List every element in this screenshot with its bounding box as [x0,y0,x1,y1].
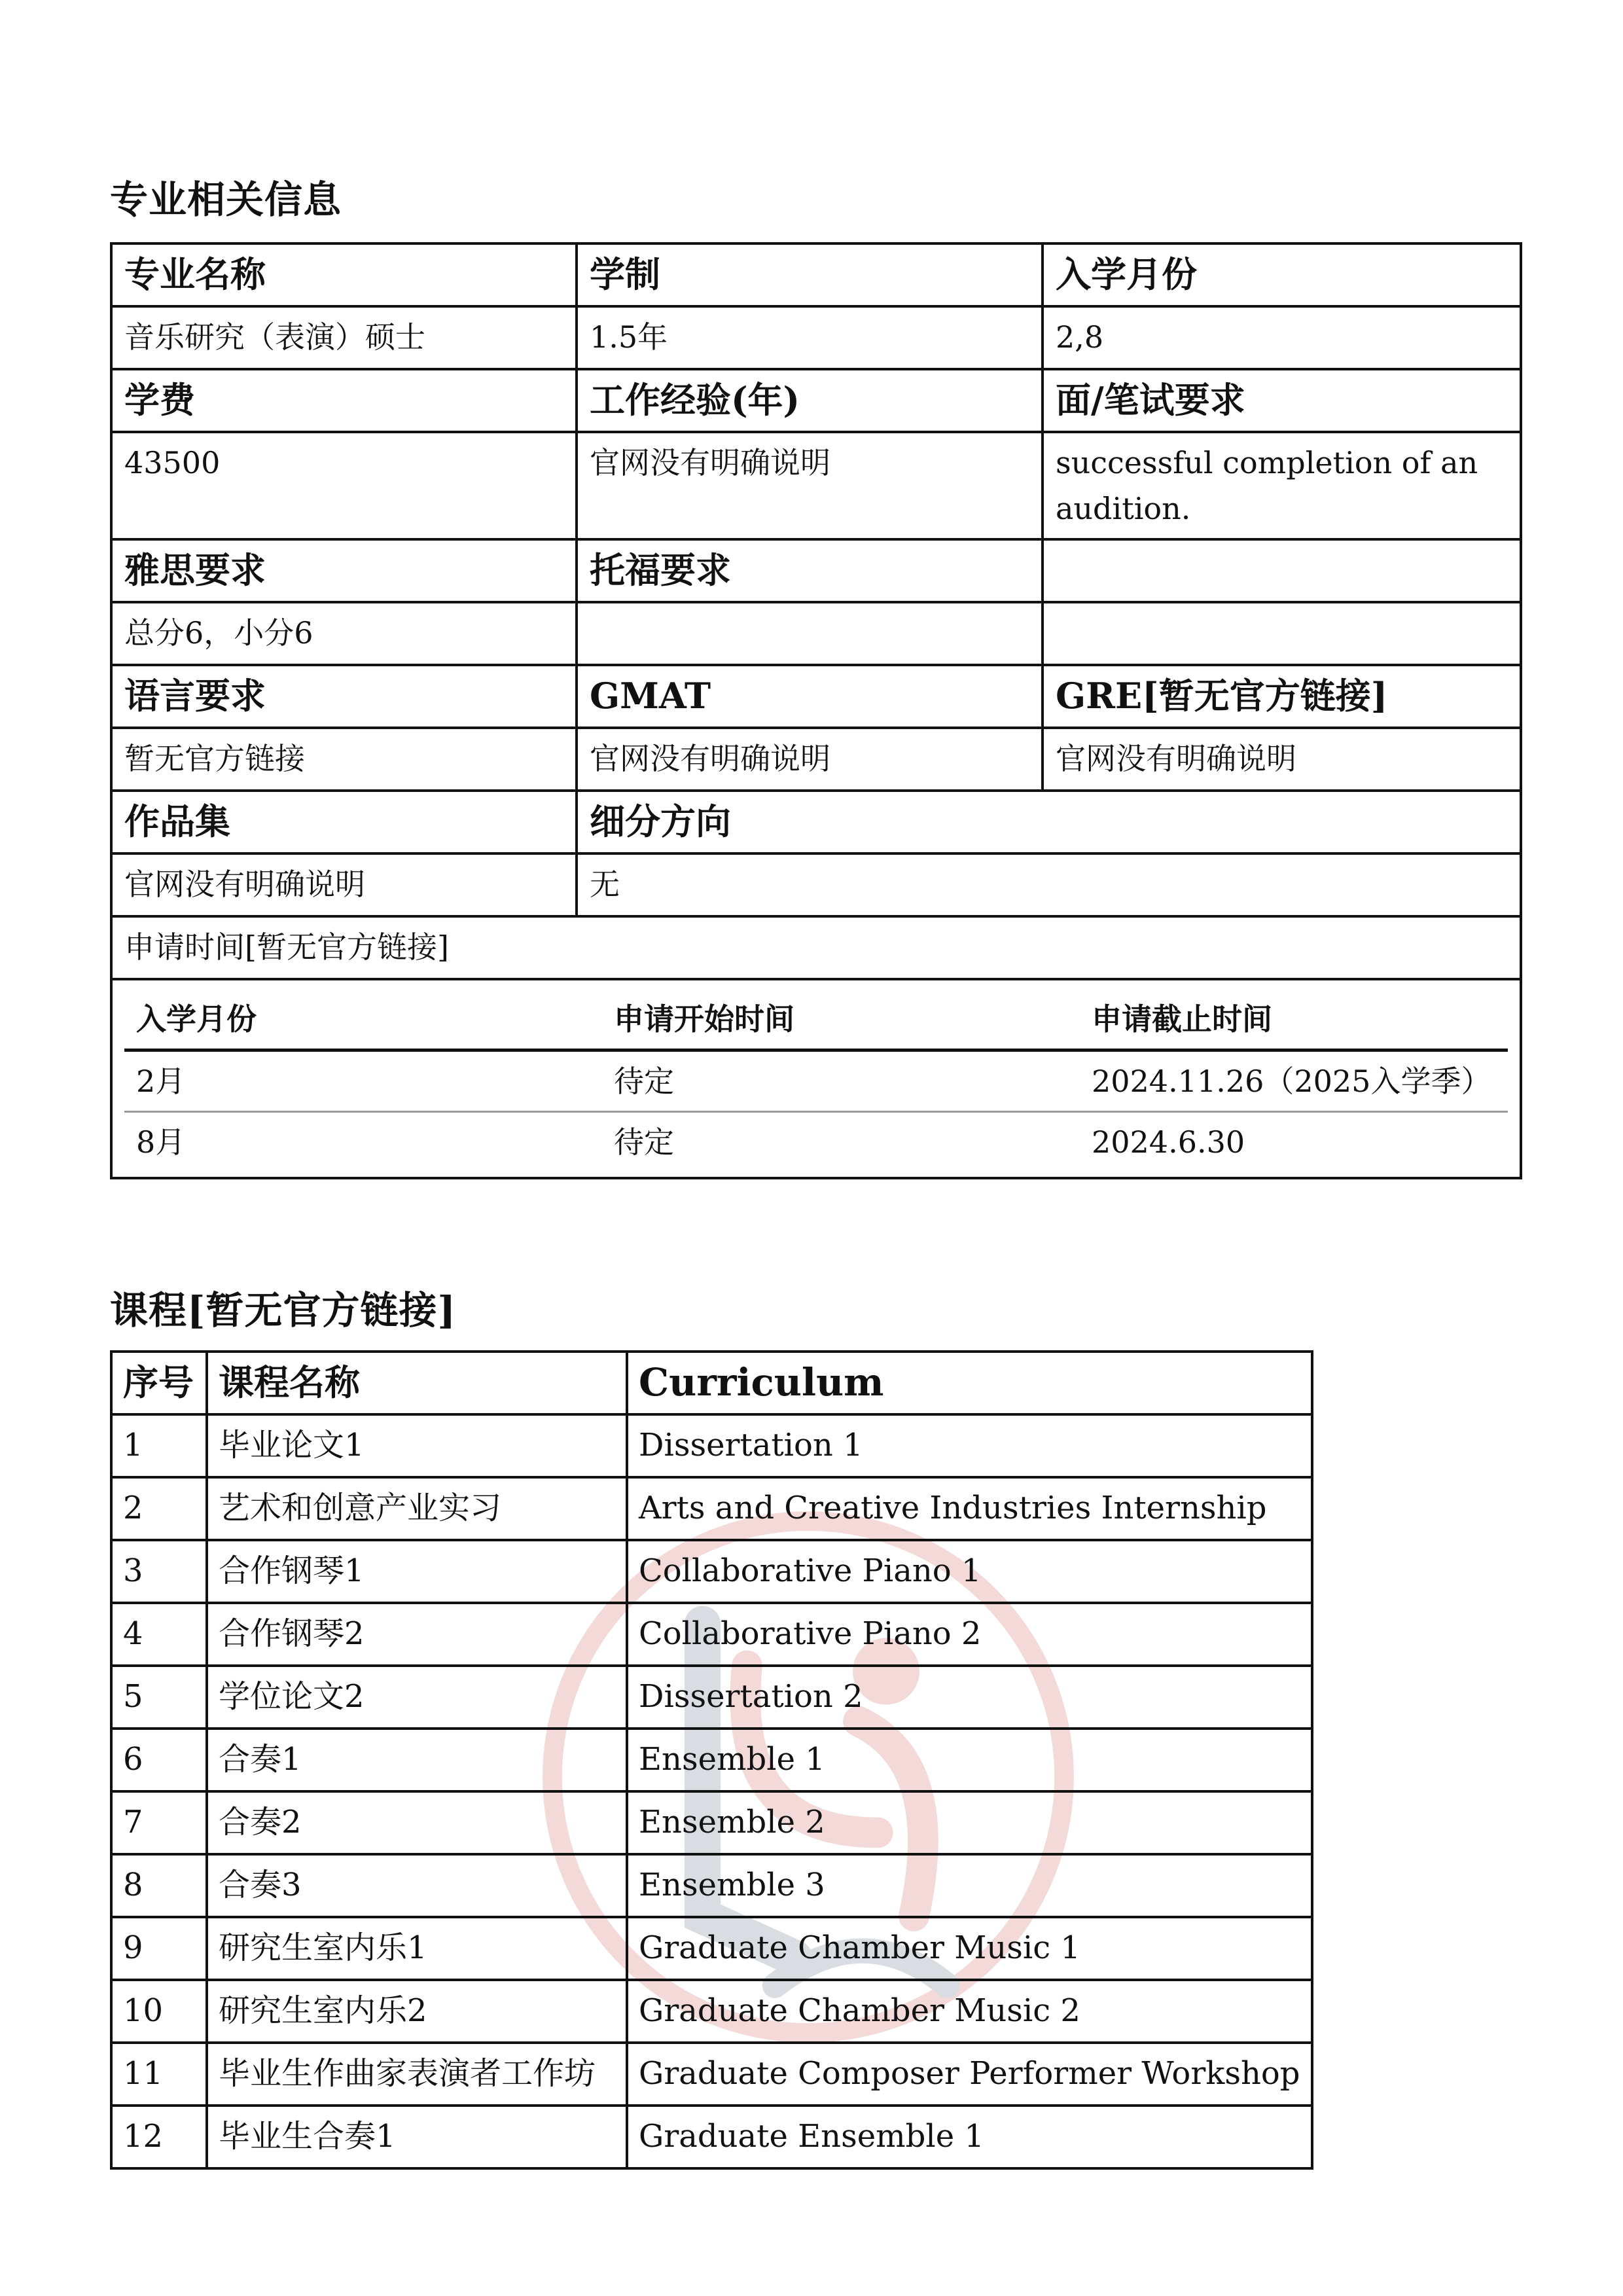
course-name-en: Ensemble 1 [627,1729,1312,1791]
header-intake-month: 入学月份 [124,990,602,1050]
specialization-label: 细分方向 [577,791,1521,853]
ielts-label: 雅思要求 [111,539,577,602]
table-row [111,1603,1312,1666]
course-name-en: Collaborative Piano 1 [627,1540,1312,1603]
interview-label: 面/笔试要求 [1043,369,1521,432]
application-time-label: 申请时间[暂无官方链接] [111,916,1521,979]
course-index: 5 [111,1666,207,1729]
course-index: 10 [111,1980,207,2043]
section-title-program-info: 专业相关信息 [110,177,342,222]
ielts-value: 总分6，小分6 [111,602,577,665]
table-row [111,243,1521,306]
tuition-label: 学费 [111,369,577,432]
table-row [111,853,1521,916]
table-row [111,979,1521,1178]
empty-cell [1043,602,1521,665]
course-name-zh: 艺术和创意产业实习 [207,1477,627,1540]
course-name-en: Dissertation 1 [627,1414,1312,1477]
tuition-value: 43500 [111,432,577,539]
deadline: 2024.11.26（2025入学季） [1080,1050,1508,1112]
gre-label: GRE[暂无官方链接] [1043,665,1521,728]
toefl-value [577,602,1043,665]
course-name-en: Arts and Creative Industries Internship [627,1477,1312,1540]
course-name-en: Dissertation 2 [627,1666,1312,1729]
specialization-value: 无 [577,853,1521,916]
intake-month: 8月 [136,1124,186,1160]
table-row [111,1729,1312,1791]
table-row [111,1414,1312,1477]
table-row [111,1854,1312,1917]
duration-label: 学制 [577,243,1043,306]
work-experience-label: 工作经验(年) [577,369,1043,432]
course-index: 8 [111,1854,207,1917]
course-name-en: Graduate Chamber Music 2 [627,1980,1312,2043]
course-name-zh: 学位论文2 [207,1666,627,1729]
course-name-zh: 合奏1 [207,1729,627,1791]
table-row [111,1980,1312,2043]
header-course-name: 课程名称 [207,1352,627,1414]
table-row [124,1050,1508,1112]
portfolio-value: 官网没有明确说明 [111,853,577,916]
table-row [111,728,1521,791]
header-curriculum: Curriculum [627,1352,1312,1414]
table-row [111,1477,1312,1540]
interview-value: successful completion of an audition. [1043,432,1521,539]
table-row [111,602,1521,665]
start-time: 待定 [614,1124,674,1160]
table-row [111,1791,1312,1854]
course-index: 7 [111,1791,207,1854]
course-index: 2 [111,1477,207,1540]
table-row [111,1917,1312,1980]
application-time-cell [111,979,1521,1178]
course-index: 3 [111,1540,207,1603]
start-time: 待定 [602,1050,1080,1112]
course-name-en: Graduate Ensemble 1 [627,2106,1312,2168]
course-index: 4 [111,1603,207,1666]
table-row [111,432,1521,539]
empty-cell [1043,539,1521,602]
course-name-zh: 合奏2 [207,1791,627,1854]
course-name-en: Ensemble 3 [627,1854,1312,1917]
duration-value: 1.5年 [577,306,1043,369]
course-index: 11 [111,2043,207,2106]
course-name-zh: 合作钢琴2 [207,1603,627,1666]
table-row [111,306,1521,369]
header-index: 序号 [111,1352,207,1414]
table-row [111,2106,1312,2168]
table-row [111,1540,1312,1603]
program-name-value: 音乐研究（表演）硕士 [111,306,577,369]
table-row [111,791,1521,853]
table-header-row [124,990,1508,1050]
course-name-zh: 毕业生作曲家表演者工作坊 [207,2043,627,2106]
portfolio-label: 作品集 [111,791,577,853]
intake-label: 入学月份 [1043,243,1521,306]
gmat-label: GMAT [577,665,1043,728]
deadline: 2024.6.30 [1092,1124,1245,1160]
program-info-table [110,242,1522,1179]
table-row [111,2043,1312,2106]
table-header-row [111,1352,1312,1414]
table-row [124,1112,1508,1172]
course-name-zh: 毕业论文1 [207,1414,627,1477]
course-name-en: Collaborative Piano 2 [627,1603,1312,1666]
application-time-table [124,990,1508,1172]
course-name-zh: 研究生室内乐2 [207,1980,627,2043]
table-row [111,369,1521,432]
course-name-zh: 合奏3 [207,1854,627,1917]
intake-month: 2月 [124,1050,602,1112]
header-deadline: 申请截止时间 [1080,990,1508,1050]
course-index: 6 [111,1729,207,1791]
header-start-time: 申请开始时间 [602,990,1080,1050]
course-name-en: Ensemble 2 [627,1791,1312,1854]
course-name-en: Graduate Chamber Music 1 [627,1917,1312,1980]
section-title-curriculum: 课程[暂无官方链接] [110,1288,456,1333]
work-experience-value: 官网没有明确说明 [577,432,1043,539]
course-name-zh: 毕业生合奏1 [207,2106,627,2168]
program-name-label: 专业名称 [111,243,577,306]
course-index: 9 [111,1917,207,1980]
curriculum-table [110,1350,1313,2170]
intake-value: 2,8 [1043,306,1521,369]
table-row [111,1666,1312,1729]
table-row [111,665,1521,728]
course-name-en: Graduate Composer Performer Workshop [627,2043,1312,2106]
language-value: 暂无官方链接 [111,728,577,791]
gmat-value: 官网没有明确说明 [577,728,1043,791]
course-index: 1 [111,1414,207,1477]
toefl-label: 托福要求 [577,539,1043,602]
language-label: 语言要求 [111,665,577,728]
table-row [111,539,1521,602]
course-index: 12 [111,2106,207,2168]
course-name-zh: 研究生室内乐1 [207,1917,627,1980]
gre-value: 官网没有明确说明 [1043,728,1521,791]
course-name-zh: 合作钢琴1 [207,1540,627,1603]
table-row [111,916,1521,979]
